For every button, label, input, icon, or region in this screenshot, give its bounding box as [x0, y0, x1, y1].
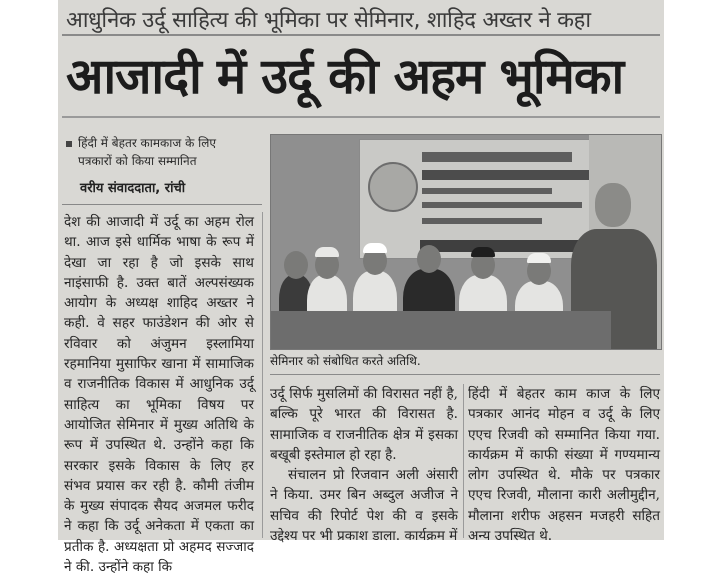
- caption-rule: [270, 374, 660, 375]
- byline: वरीय संवाददाता, रांची: [80, 181, 186, 196]
- column-divider: [463, 384, 464, 538]
- deck-line: हिंदी में बेहतर कामकाज के लिए: [78, 136, 217, 150]
- bullet-icon: [66, 141, 72, 147]
- column-text: देश की आजादी में उर्दू का अहम रोल था. आज इसे धार्मिक भाषा के रूप में देखा जा रहा है जो इसके साथ नाइंसाफी है. उक्त बातें अल्पसंख्यक आयोग के अध्यक्ष शाहिद अख्तर ने कही. वे सहर फाउंडेशन की ओर से रविवार को अंजुमन इस्लामिया रहमानिया मुसाफिर खाना में सामाजिक व राजनीतिक विकास में आधुनिक उर्दू साहित्य का भूमिका विषय पर आयोजित सेमिनार में मुख्य अतिथि के रूप में उपस्थित थे. उन्होंने कहा कि सरकार इसके विकास के लिए हर संभव प्रयास कर रही है. कौमी तंजीम के मुख्य संपादक सैयद अजमल फरीद ने कहा कि उर्दू अनेकता में एकता का प्रतीक है. अध्यक्षता प्रो अहमद सज्जाद ने की. उन्होंने कहा कि: [64, 214, 254, 576]
- seminar-banner: [359, 139, 611, 259]
- main-headline: आजादी में उर्दू की अहम भूमिका: [66, 48, 624, 105]
- photo-caption: सेमिनार को संबोधित करते अतिथि.: [270, 354, 421, 368]
- column-divider: [262, 212, 263, 538]
- column-text: हिंदी में बेहतर काम काज के लिए पत्रकार आनंद मोहन व उर्दू के लिए एएच रिजवी को सम्मानित किया गया. कार्यक्रम में काफी संख्या में गण्यमान्य लोग उपस्थित थे. मौके पर पत्रकार एएच रिजवी, मौलाना कारी अलीमुद्दीन, मौलाना शरीफ अहसन मजहरी सहित अन्य उपस्थित थे.: [468, 386, 660, 545]
- table: [271, 311, 611, 349]
- headline-rule: [62, 116, 660, 118]
- byline-rule: [62, 204, 262, 205]
- top-rule: [62, 34, 660, 36]
- deck: [66, 134, 262, 170]
- column-text: उर्दू सिर्फ मुसलिमों की विरासत नहीं है, बल्कि पूरे भारत की विरासत है. सामाजिक व राजनीतिक क्षेत्र में इसका बखूबी इस्तेमाल हो रहा है.: [270, 386, 458, 463]
- overline-headline: आधुनिक उर्दू साहित्य की भूमिका पर सेमिनार, शाहिद अख्तर ने कहा: [66, 8, 591, 33]
- article-column-3: [468, 384, 660, 546]
- article-column-2: [270, 384, 458, 546]
- newspaper-clipping: [58, 0, 664, 576]
- article-column-1: [64, 212, 254, 577]
- seal-emblem: [368, 162, 418, 212]
- event-photo: [270, 134, 662, 350]
- column-text: संचालन प्रो रिजवान अली अंसारी ने किया. उमर बिन अब्दुल अजीज ने सचिव की रिपोर्ट पेश की व इसके उद्देश्य पर भी प्रकाश डाला. कार्यक्रम में: [270, 467, 458, 545]
- deck-line: पत्रकारों को किया सम्मानित: [78, 154, 197, 168]
